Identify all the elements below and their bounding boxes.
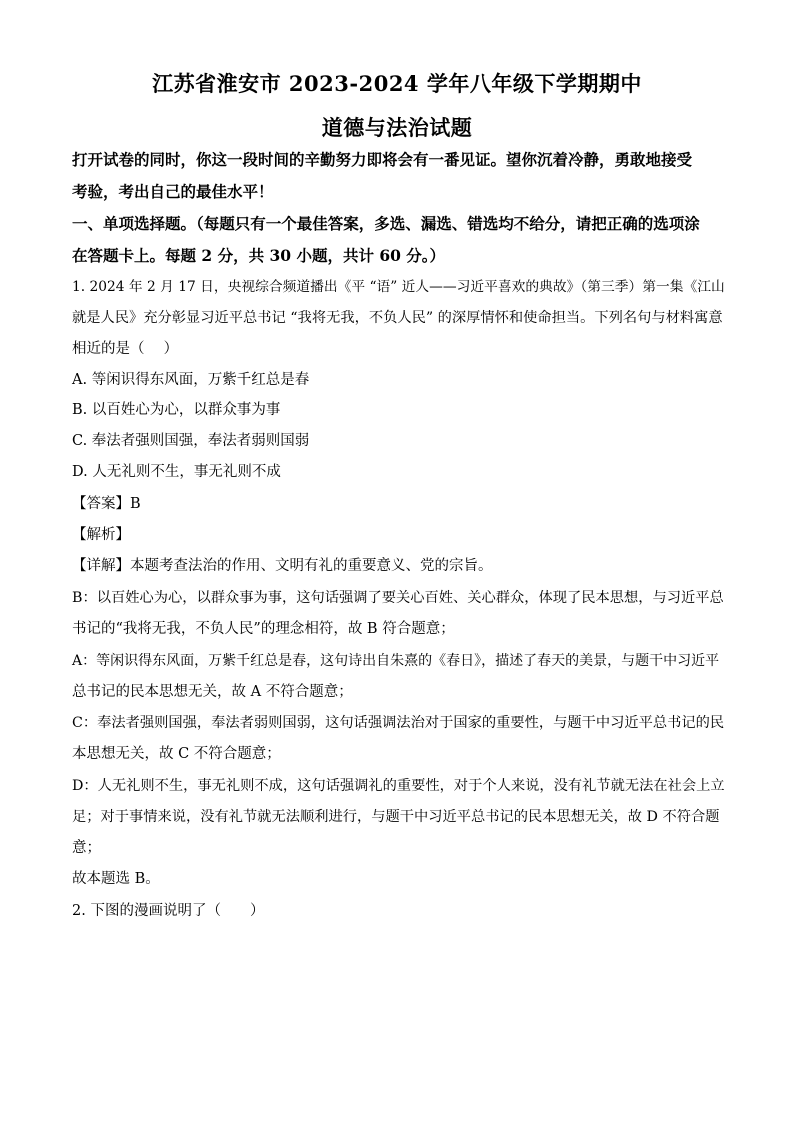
question-1-conclusion: 故本题选 B。 xyxy=(72,871,160,887)
page-subtitle: 道德与法治试题 xyxy=(321,115,473,140)
question-1-explanation-a-2: 总书记的民本思想无关，故 A 不符合题意； xyxy=(72,684,353,700)
section-heading-line-2: 在答题卡上。每题 2 分，共 30 小题，共计 60 分。） xyxy=(72,246,446,265)
question-1-explanation-a-1: A：等闲识得东风面，万紫千红总是春，这句诗出自朱熹的《春日》，描述了春天的美景，与题干中习近平 xyxy=(72,653,720,669)
question-1-option-d: D. 人无礼则不生，事无礼则不成 xyxy=(72,464,281,480)
question-1-option-b: B. 以百姓心为心，以群众事为事 xyxy=(72,402,281,418)
question-1-stem-line-1: 1. 2024 年 2 月 17 日，央视综合频道播出《平 “语” 近人——习近平喜欢的典故》（第三季）第一集《江山 xyxy=(72,279,725,295)
intro-line-2: 考验，考出自己的最佳水平！ xyxy=(72,182,274,201)
question-1-explanation-d-3: 意； xyxy=(72,840,101,856)
question-1-stem-line-3: 相近的是（ ） xyxy=(72,341,179,357)
question-1-explanation-b-1: B：以百姓心为心，以群众事为事，这句话强调了要关心百姓、关心群众，体现了民本思想，与习近平总 xyxy=(72,590,724,606)
question-1-option-a: A. 等闲识得东风面，万紫千红总是春 xyxy=(72,372,310,388)
intro-line-1: 打开试卷的同时，你这一段时间的辛勤努力即将会有一番见证。望你沉着冷静，勇敢地接受 xyxy=(72,150,693,169)
question-1-explanation-d-2: 足；对于事情来说，没有礼节就无法顺利进行，与题干中习近平总书记的民本思想无关，故 D 不符合题 xyxy=(72,809,720,825)
question-2-stem: 2. 下图的漫画说明了（ ） xyxy=(72,903,265,919)
question-1-explanation-c-1: C：奉法者强则国强，奉法者弱则国弱，这句话强调法治对于国家的重要性，与题干中习近平总书记的民 xyxy=(72,715,725,731)
question-1-analysis-label: 【解析】 xyxy=(72,527,130,543)
question-1-explanation-d-1: D：人无礼则不生，事无礼则不成，这句话强调礼的重要性，对于个人来说，没有礼节就无法在社会上立 xyxy=(72,778,725,794)
question-1-stem-line-2: 就是人民》充分彰显习近平总书记 “我将无我，不负人民” 的深厚情怀和使命担当。下列名句与材料寓意 xyxy=(72,310,723,326)
section-heading-line-1: 一、单项选择题。（每题只有一个最佳答案，多选、漏选、错选均不给分，请把正确的选项涂 xyxy=(72,214,700,233)
question-1-explanation-b-2: 书记的“我将无我，不负人民”的理念相符，故 B 符合题意； xyxy=(72,621,455,637)
question-1-explanation-c-2: 本思想无关，故 C 不符合题意； xyxy=(72,746,281,762)
page-title: 江苏省淮安市 2023-2024 学年八年级下学期期中 xyxy=(152,71,642,96)
question-1-answer: 【答案】B xyxy=(72,496,141,512)
question-1-option-c: C. 奉法者强则国强，奉法者弱则国弱 xyxy=(72,433,310,449)
question-1-detail: 【详解】本题考查法治的作用、文明有礼的重要意义、党的宗旨。 xyxy=(72,558,493,574)
